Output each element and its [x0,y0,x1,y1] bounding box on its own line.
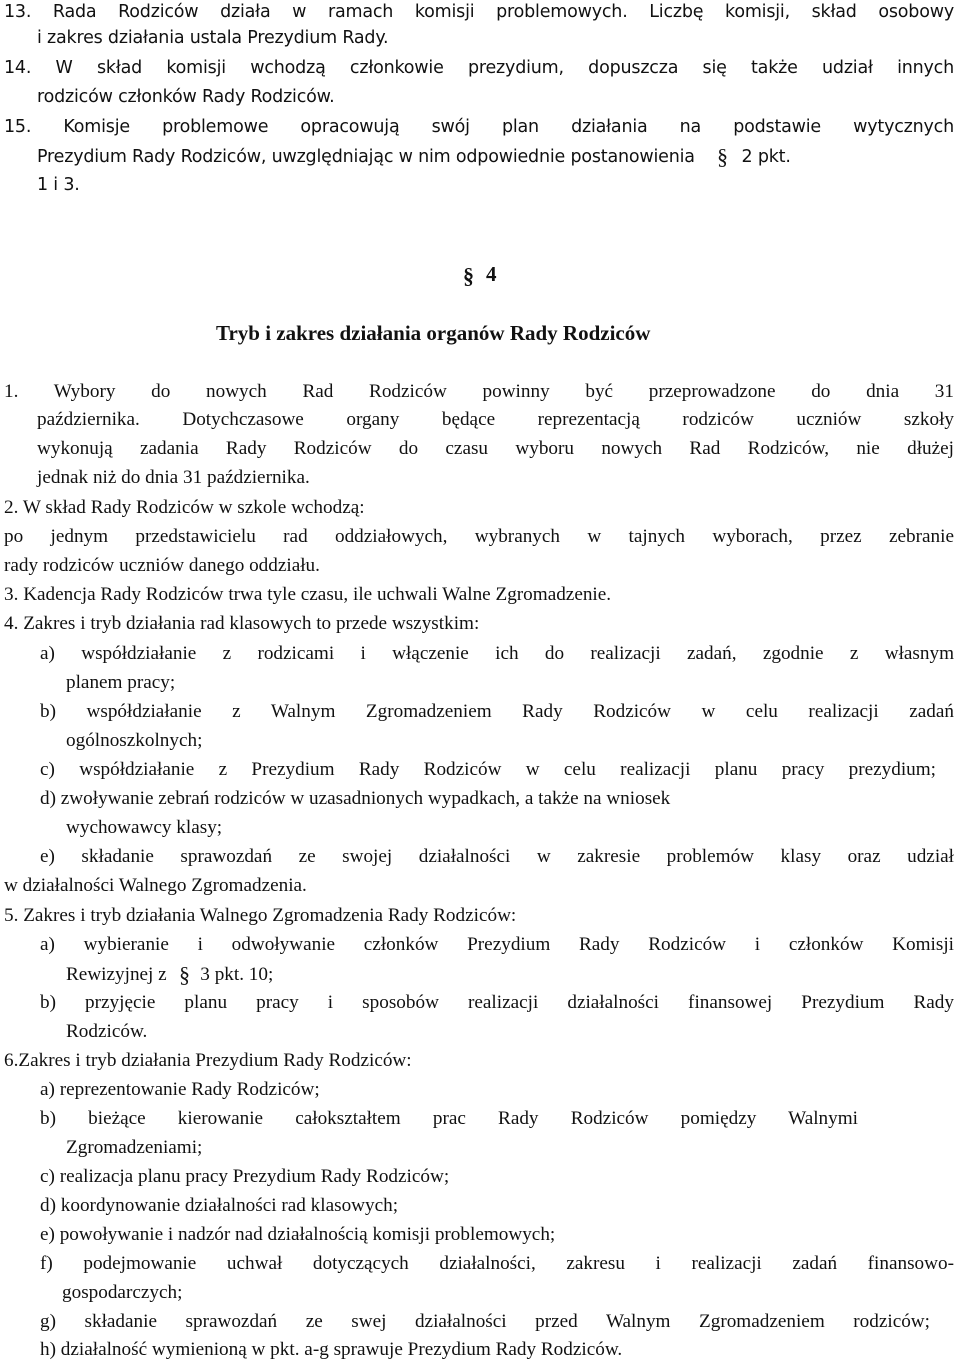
section-sign-icon [178,962,192,986]
section-title: Tryb i zakres działania organów Rady Rodziców [216,321,651,345]
item-4d-line-2: wychowawcy klasy; [66,817,223,838]
item-2-line-3: rady rodziców uczniów danego oddziału. [4,555,320,576]
item-6-line-1: 6.Zakres i tryb działania Prezydium Rady Rodziców: [4,1050,412,1071]
paragraph-15-line-2-ref: 2 pkt. [741,147,791,167]
paragraph-13-line-1: 13. Rada Rodziców działa w ramach komisji problemowych. Liczbę komisji, skład osobowy [4,2,954,22]
item-2-line-2: po jednym przedstawicielu rad oddziałowych, wybranych w tajnych wyborach, przez zebranie [4,526,954,547]
item-4b-line-2: ogólnoszkolnych; [66,730,203,751]
item-5a-line-2 [66,962,273,987]
item-5a-line-1: a) wybieranie i odwoływanie członków Prezydium Rady Rodziców i członków Komisji [40,934,954,955]
item-5a-line-2-start: Rewizyjnej z [66,964,167,985]
item-5b-line-1: b) przyjęcie planu pracy i sposobów realizacji działalności finansowej Prezydium Rady [40,992,954,1013]
paragraph-14-line-1: 14. W skład komisji wchodzą członkowie prezydium, dopuszcza się także udział innych [4,58,954,78]
item-6h-line-1: h) działalność wymienioną w pkt. a-g sprawuje Prezydium Rady Rodziców. [40,1339,623,1360]
item-5a-line-2-ref: 3 pkt. 10; [200,964,274,985]
item-6d-line-1: d) koordynowanie działalności rad klasowych; [40,1195,399,1216]
item-1-line-4: jednak niż do dnia 31 października. [37,467,310,488]
item-4a-line-1: a) współdziałanie z rodzicami i włączenie ich do realizacji zadań, zgodnie z własnym [40,643,954,664]
item-6e-line-1: e) powoływanie i nadzór nad działalnością komisji problemowych; [40,1224,556,1245]
item-1-line-3: wykonują zadania Rady Rodziców do czasu wyboru nowych Rad Rodziców, nie dłużej [37,438,954,459]
paragraph-15-line-3: 1 i 3. [37,175,80,195]
section-sign-icon [716,144,730,168]
item-4e-line-2: w działalności Walnego Zgromadzenia. [4,875,307,896]
item-4a-line-2: planem pracy; [66,672,176,693]
paragraph-15-line-1: 15. Komisje problemowe opracowują swój plan działania na podstawie wytycznych [4,117,954,137]
paragraph-15-line-2-text: Prezydium Rady Rodziców, uwzględniając w nim odpowiednie postanowienia [37,147,695,167]
item-6f-line-2: gospodarczych; [62,1282,183,1303]
item-2-line-1: 2. W skład Rady Rodziców w szkole wchodzą: [4,497,365,518]
item-4e-line-1: e) składanie sprawozdań ze swojej działalności w zakresie problemów klasy oraz udział [40,846,954,867]
item-1-line-2-end: Dotychczasowe organy będące reprezentacją rodziców uczniów szkoły [182,409,954,430]
item-6b-line-1: b) bieżące kierowanie całokształtem prac Rady Rodziców pomiędzy Walnymi [40,1108,858,1129]
paragraph-13-line-2: i zakres działania ustala Prezydium Rady. [37,28,389,48]
item-6a-line-1: a) reprezentowanie Rady Rodziców; [40,1079,320,1100]
item-4-line-1: 4. Zakres i tryb działania rad klasowych to przede wszystkim: [4,613,480,634]
item-6g-line-1: g) składanie sprawozdań ze swej działalności przed Walnym Zgromadzeniem rodziców; [40,1311,930,1332]
item-6c-line-1: c) realizacja planu pracy Prezydium Rady Rodziców; [40,1166,450,1187]
item-4d-line-1: d) zwoływanie zebrań rodziców w uzasadnionych wypadkach, a także na wniosek [40,788,671,809]
item-5b-line-2: Rodziców. [66,1021,148,1042]
section-sign-icon [462,263,476,287]
svg-text:§: § [178,962,190,986]
item-1-line-1: 1. Wybory do nowych Rad Rodziców powinny być przeprowadzone do dnia 31 [4,381,954,402]
section-number [462,262,497,287]
svg-text:§: § [463,263,474,287]
item-1-line-2-start: października. [37,409,140,430]
section-number-value: 4 [486,262,497,286]
paragraph-14-line-2: rodziców członków Rady Rodziców. [37,87,335,107]
item-6b-line-2: Zgromadzeniami; [66,1137,203,1158]
item-4c-line-1: c) współdziałanie z Prezydium Rady Rodziców w celu realizacji planu pracy prezydium; [40,759,936,780]
item-4b-line-1: b) współdziałanie z Walnym Zgromadzeniem Rady Rodziców w celu realizacji zadań [40,701,954,722]
item-5-line-1: 5. Zakres i tryb działania Walnego Zgromadzenia Rady Rodziców: [4,905,517,926]
item-3-line-1: 3. Kadencja Rady Rodziców trwa tyle czasu, ile uchwali Walne Zgromadzenie. [4,584,612,605]
item-1-line-2 [37,408,954,432]
svg-text:§: § [717,144,728,168]
paragraph-15-line-2 [37,144,791,169]
item-6f-line-1: f) podejmowanie uchwał dotyczących działalności, zakresu i realizacji zadań finansowo- [40,1253,954,1274]
